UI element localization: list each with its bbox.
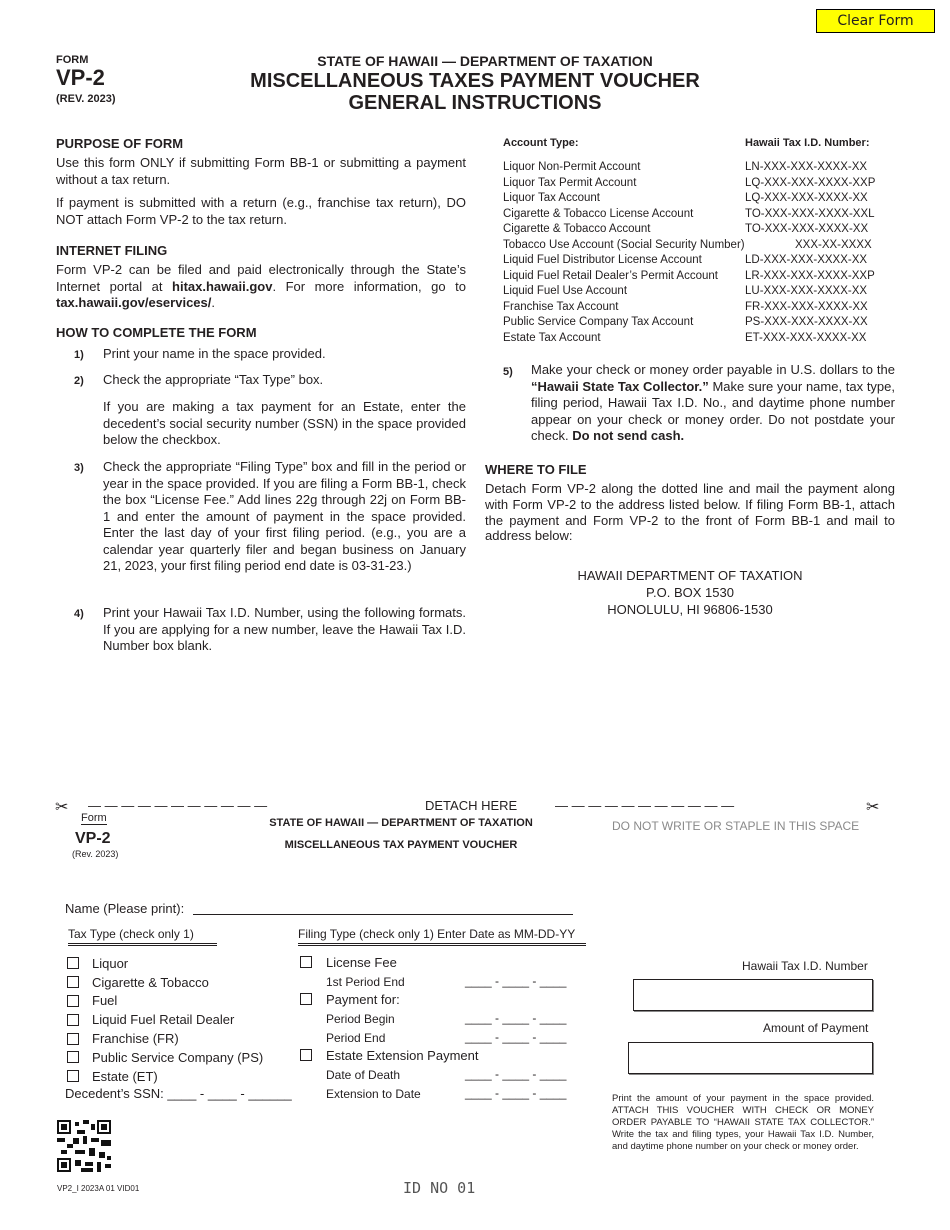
no-write-notice: DO NOT WRITE OR STAPLE IN THIS SPACE: [612, 819, 860, 833]
voucher-revision: (Rev. 2023): [72, 849, 119, 859]
tax-type-label: Public Service Company (PS): [92, 1049, 264, 1065]
step-text: Check the appropriate “Filing Type” box and fill in the period or year in the space provided. If you are filing a Form BB-1, check the box “License Fee.” Add lines 22g through 22j on Form BB-1 and enter the amount of payment in the space provided. Enter the last day of your first filing period. (e.g., you are a calendar year quarterly filer and began business on January 21, 2023, your first filing period end date is 03-31-23.): [103, 459, 466, 573]
internet-paragraph: Form VP-2 can be filed and paid electronically through the State’s Internet portal at hitax.hawaii.gov. For more information, go to tax.hawaii.gov/eservices/.: [56, 262, 466, 310]
tax-type-option[interactable]: [67, 1010, 263, 1029]
account-id-format: LQ-XXX-XXX-XXXX-XX: [745, 192, 868, 204]
account-row: [503, 222, 903, 238]
account-id-format: LD-XXX-XXX-XXXX-XX: [745, 254, 868, 266]
step-number: 1): [74, 349, 84, 361]
ssn-label: Decedent’s SSN: ____ - ____ - ______: [65, 1086, 292, 1101]
account-row: [503, 253, 903, 269]
id-number: ID NO 01: [403, 1179, 476, 1197]
tax-type-checkbox[interactable]: [67, 957, 79, 969]
voucher-form-label: Form: [81, 812, 107, 824]
purpose-heading: PURPOSE OF FORM: [56, 136, 184, 151]
date-of-death-label: Date of Death: [326, 1068, 401, 1082]
step-number: 4): [74, 608, 84, 620]
period-begin-input[interactable]: ____ - ____ - ____: [465, 1011, 567, 1025]
tax-type-label: Liquid Fuel Retail Dealer: [92, 1012, 235, 1028]
voucher-title: MISCELLANEOUS TAX PAYMENT VOUCHER: [284, 839, 518, 851]
step-text: Check the appropriate “Tax Type” box.: [103, 372, 324, 387]
tax-type-checkbox[interactable]: [67, 995, 79, 1007]
account-type: Liquor Non-Permit Account: [503, 161, 641, 173]
voucher-form-number: VP-2: [75, 830, 111, 847]
account-type: Liquor Tax Permit Account: [503, 176, 637, 189]
ssn-input[interactable]: ____ - ____ - ______: [167, 1086, 292, 1101]
agency-title: STATE OF HAWAII — DEPARTMENT OF TAXATION: [317, 53, 653, 69]
name-label: Name (Please print):: [65, 901, 185, 916]
extension-to-date-input[interactable]: ____ - ____ - ____: [465, 1086, 567, 1100]
purpose-paragraph-2: If payment is submitted with a return (e.g., franchise tax return), DO NOT attach Form VP-2 to the tax return.: [56, 195, 466, 227]
mailing-address: HAWAII DEPARTMENT OF TAXATION P.O. BOX 1530 HONOLULU, HI 96806-1530: [577, 568, 803, 617]
date-of-death-input[interactable]: ____ - ____ - ____: [465, 1067, 567, 1081]
account-type: Cigarette & Tobacco License Account: [503, 207, 694, 220]
tax-type-list: [67, 954, 263, 1086]
tax-id-header: Hawaii Tax I.D. Number:: [745, 137, 870, 149]
account-id-format: LU-XXX-XXX-XXXX-XX: [745, 285, 868, 297]
account-row: [503, 207, 903, 223]
scissors-icon: ✂: [55, 799, 69, 816]
clear-form-button[interactable]: Clear Form: [816, 9, 935, 33]
qr-code: [57, 1120, 111, 1172]
tax-type-label: Cigarette & Tobacco: [92, 974, 209, 990]
account-row: [503, 269, 903, 285]
account-type: Liquid Fuel Use Account: [503, 285, 628, 297]
detach-dashes-right: — — — — — — — — — — —: [555, 798, 735, 813]
step-number: 3): [74, 462, 84, 474]
account-row: [503, 300, 903, 316]
tax-type-checkbox[interactable]: [67, 976, 79, 988]
internet-heading: INTERNET FILING: [56, 243, 168, 258]
tax-type-option[interactable]: [67, 973, 263, 992]
estate-extension-label: Estate Extension Payment: [326, 1048, 479, 1063]
period-end-label: Period End: [326, 1031, 386, 1045]
payment-for-checkbox[interactable]: [300, 993, 312, 1005]
tax-type-checkbox[interactable]: [67, 1033, 79, 1045]
form-number: VP-2: [56, 65, 105, 90]
tax-type-label: Franchise (FR): [92, 1031, 179, 1047]
account-type: Franchise Tax Account: [503, 300, 619, 313]
detach-label: DETACH HERE: [425, 798, 518, 813]
account-row: [503, 191, 903, 207]
license-fee-label: License Fee: [326, 955, 397, 970]
voucher-agency: STATE OF HAWAII — DEPARTMENT OF TAXATION: [269, 817, 533, 829]
first-period-end-input[interactable]: ____ - ____ - ____: [465, 974, 567, 988]
tax-type-option[interactable]: [67, 954, 263, 973]
howto-heading: HOW TO COMPLETE THE FORM: [56, 325, 257, 340]
step-text: Print your Hawaii Tax I.D. Number, using the following formats. If you are applying for a new number, leave the Hawaii Tax I.D. Number box blank.: [103, 605, 466, 653]
step-number: 5): [503, 366, 513, 378]
tax-type-label: Fuel: [92, 993, 118, 1009]
extension-to-date-label: Extension to Date: [326, 1087, 421, 1101]
account-row: [503, 238, 903, 254]
form-revision: (REV. 2023): [56, 93, 116, 105]
hitax-link[interactable]: hitax.hawaii.gov: [172, 278, 273, 294]
account-id-format: TO-XXX-XXX-XXXX-XX: [745, 223, 869, 235]
where-heading: WHERE TO FILE: [485, 462, 587, 477]
step-text: If you are making a tax payment for an Estate, enter the decedent’s social security number (SSN) in the space provided below the checkbox.: [103, 399, 466, 447]
period-begin-label: Period Begin: [326, 1012, 395, 1026]
filing-type-heading: Filing Type (check only 1) Enter Date as MM-DD-YY: [298, 927, 586, 946]
account-row: [503, 331, 903, 347]
account-row: [503, 176, 903, 192]
tax-type-option[interactable]: [67, 1029, 263, 1048]
account-id-format: ET-XXX-XXX-XXXX-XX: [745, 331, 867, 344]
account-type-header: Account Type:: [503, 137, 579, 149]
page-title: MISCELLANEOUS TAXES PAYMENT VOUCHER: [250, 70, 700, 92]
account-id-format: PS-XXX-XXX-XXXX-XX: [745, 316, 868, 328]
tax-id-input[interactable]: [633, 979, 873, 1011]
eservices-link[interactable]: tax.hawaii.gov/eservices/: [56, 295, 212, 310]
account-type: Public Service Company Tax Account: [503, 316, 694, 328]
step-number: 2): [74, 375, 84, 387]
account-row: [503, 160, 903, 176]
account-row: [503, 284, 903, 300]
form-label: FORM: [56, 54, 89, 66]
tax-type-checkbox[interactable]: [67, 1014, 79, 1026]
account-table: [503, 160, 903, 346]
tax-type-heading: Tax Type (check only 1): [68, 927, 217, 946]
where-paragraph: Detach Form VP-2 along the dotted line and mail the payment along with Form VP-2 to the address listed below. If filing Form BB-1, attach the payment and Form VP-2 to the front of Form BB-1 and mail to address below:: [485, 481, 895, 544]
account-type: Liquor Tax Account: [503, 192, 600, 204]
tax-type-option[interactable]: [67, 1067, 263, 1086]
period-end-input[interactable]: ____ - ____ - ____: [465, 1030, 567, 1044]
footer-code: VP2_I 2023A 01 VID01: [57, 1184, 140, 1193]
account-type: Cigarette & Tobacco Account: [503, 223, 651, 235]
payment-for-label: Payment for:: [326, 992, 400, 1007]
tax-type-label: Liquor: [92, 955, 129, 971]
tax-type-checkbox[interactable]: [67, 1051, 79, 1063]
account-row: [503, 315, 903, 331]
step-5-text: Make your check or money order payable in U.S. dollars to the “Hawaii State Tax Collector.” Make sure your name, tax type, filing period, Hawaii Tax I.D. No., and daytime phone number appear on your check or money order. Do not postdate your check. Do not send cash.: [531, 362, 896, 443]
account-id-format: FR-XXX-XXX-XXXX-XX: [745, 300, 868, 313]
account-id-format: TO-XXX-XXX-XXXX-XXL: [745, 207, 875, 220]
amount-input[interactable]: [628, 1042, 873, 1074]
tax-type-option[interactable]: [67, 1048, 263, 1067]
step-text: Print your name in the space provided.: [103, 346, 326, 361]
tax-type-checkbox[interactable]: [67, 1070, 79, 1082]
amount-label: Amount of Payment: [763, 1021, 869, 1035]
purpose-paragraph-1: Use this form ONLY if submitting Form BB-1 or submitting a payment without a tax return.: [56, 155, 466, 187]
voucher-instructions: Print the amount of your payment in the space provided. ATTACH THIS VOUCHER WITH CHECK OR MONEY ORDER PAYABLE TO “HAWAII STATE TAX COLLECTOR.” Write the tax and filing types, your Hawaii Tax I.D. Number, and daytime phone number on your check or money order.: [612, 1093, 874, 1152]
estate-extension-checkbox[interactable]: [300, 1049, 312, 1061]
account-type: Tobacco Use Account (Social Security Number): [503, 238, 745, 251]
account-id-format: LN-XXX-XXX-XXXX-XX: [745, 161, 868, 173]
tax-type-label: Estate (ET): [92, 1068, 158, 1084]
detach-dashes-left: — — — — — — — — — — —: [88, 798, 268, 813]
account-id-format: LQ-XXX-XXX-XXXX-XXP: [745, 176, 876, 189]
account-id-format: LR-XXX-XXX-XXXX-XXP: [745, 269, 875, 282]
tax-type-option[interactable]: [67, 992, 263, 1011]
account-type: Liquid Fuel Distributor License Account: [503, 254, 702, 266]
scissors-icon: ✂: [866, 799, 880, 816]
page-subtitle: GENERAL INSTRUCTIONS: [348, 92, 602, 114]
first-period-end-label: 1st Period End: [326, 975, 405, 989]
name-input-line[interactable]: [193, 914, 573, 915]
tax-id-label: Hawaii Tax I.D. Number: [742, 959, 868, 973]
account-id-format: XXX-XX-XXXX: [795, 238, 872, 251]
license-fee-checkbox[interactable]: [300, 956, 312, 968]
account-type: Liquid Fuel Retail Dealer’s Permit Account: [503, 269, 718, 282]
account-type: Estate Tax Account: [503, 331, 601, 344]
